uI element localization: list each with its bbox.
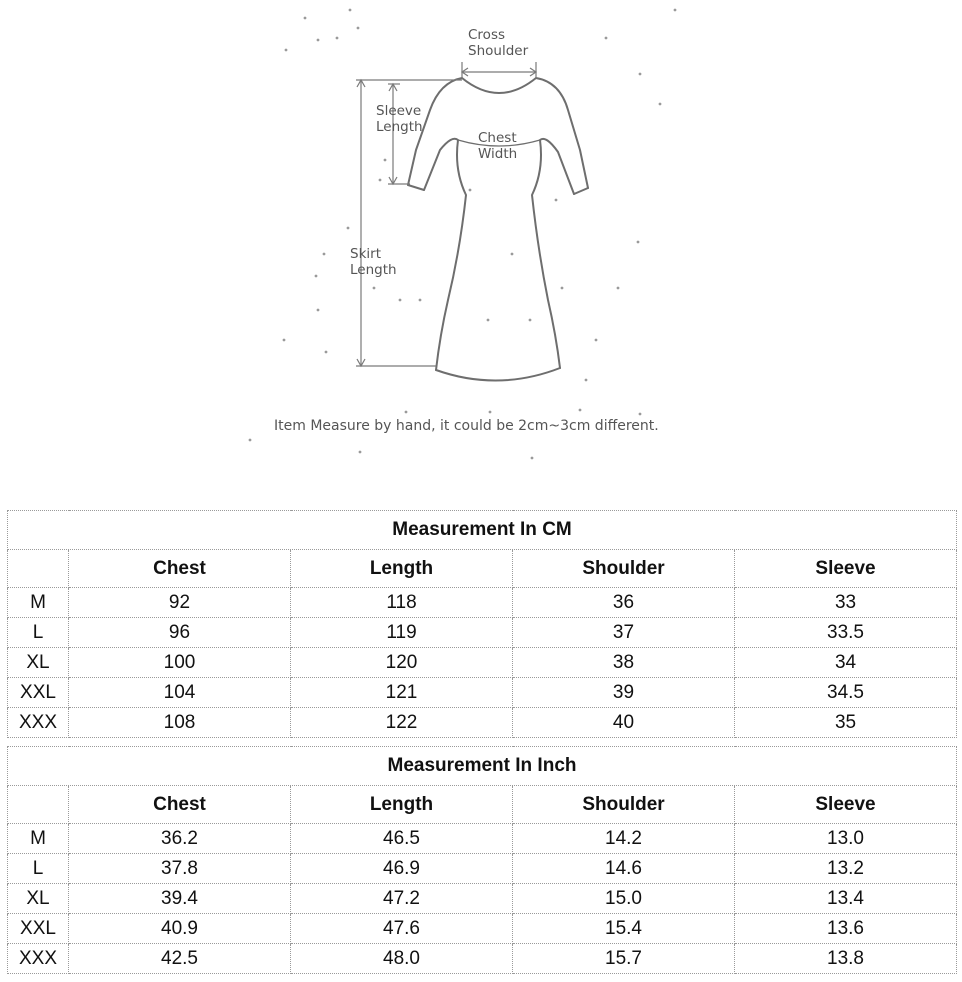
size-table-cm (7, 510, 957, 738)
table-cell: 92 (69, 588, 291, 618)
table-cell: 118 (291, 588, 513, 618)
dress-measurement-diagram (240, 0, 720, 470)
table-cell: 108 (69, 708, 291, 738)
table-cell: 38 (513, 648, 735, 678)
header-row (8, 786, 957, 824)
table-cell: 40.9 (69, 914, 291, 944)
table-cell: 46.5 (291, 824, 513, 854)
size-cell: L (8, 618, 69, 648)
size-cell: XL (8, 648, 69, 678)
table-cell: 15.7 (513, 944, 735, 974)
table-cell: 48.0 (291, 944, 513, 974)
size-cell: M (8, 824, 69, 854)
table-cell: 15.4 (513, 914, 735, 944)
table-cell: 36.2 (69, 824, 291, 854)
column-header: Chest (69, 786, 291, 824)
table-row (8, 824, 957, 854)
size-table-inch (7, 746, 957, 974)
table-cell: 33.5 (735, 618, 957, 648)
table-cell: 42.5 (69, 944, 291, 974)
measurement-disclaimer: Item Measure by hand, it could be 2cm~3cm different. (274, 418, 659, 434)
table-row (8, 588, 957, 618)
size-cell: XL (8, 884, 69, 914)
column-header: Length (291, 550, 513, 588)
size-cell: XXL (8, 914, 69, 944)
table-cell: 34.5 (735, 678, 957, 708)
column-header (8, 550, 69, 588)
table-cell: 47.6 (291, 914, 513, 944)
size-cell: L (8, 854, 69, 884)
table-title: Measurement In CM (8, 511, 957, 550)
table-cell: 37.8 (69, 854, 291, 884)
table-row (8, 648, 957, 678)
table-row (8, 884, 957, 914)
column-header: Chest (69, 550, 291, 588)
table-cell: 34 (735, 648, 957, 678)
table-title: Measurement In Inch (8, 747, 957, 786)
table-cell: 121 (291, 678, 513, 708)
size-cell: M (8, 588, 69, 618)
table-cell: 39.4 (69, 884, 291, 914)
header-row (8, 550, 957, 588)
column-header: Sleeve (735, 786, 957, 824)
table-cell: 13.6 (735, 914, 957, 944)
table-row (8, 678, 957, 708)
table-cell: 15.0 (513, 884, 735, 914)
cross-shoulder-label: Cross Shoulder (468, 27, 529, 59)
column-header: Shoulder (513, 550, 735, 588)
table-cell: 96 (69, 618, 291, 648)
table-row (8, 914, 957, 944)
size-cell: XXX (8, 944, 69, 974)
table-cell: 13.4 (735, 884, 957, 914)
dress-outline-drawing (240, 0, 720, 470)
table-cell: 120 (291, 648, 513, 678)
skirt-length-label: Skirt Length (350, 246, 397, 278)
table-cell: 119 (291, 618, 513, 648)
table-cell: 40 (513, 708, 735, 738)
chest-width-label: Chest Width (478, 130, 518, 162)
table-cell: 13.0 (735, 824, 957, 854)
table-row (8, 618, 957, 648)
table-cell: 36 (513, 588, 735, 618)
table-cell: 33 (735, 588, 957, 618)
table-cell: 37 (513, 618, 735, 648)
table-cell: 35 (735, 708, 957, 738)
column-header: Length (291, 786, 513, 824)
sleeve-length-label: Sleeve Length (376, 103, 423, 135)
table-row (8, 944, 957, 974)
column-header: Sleeve (735, 550, 957, 588)
table-cell: 46.9 (291, 854, 513, 884)
table-cell: 14.6 (513, 854, 735, 884)
table-cell: 13.2 (735, 854, 957, 884)
table-cell: 100 (69, 648, 291, 678)
column-header (8, 786, 69, 824)
table-cell: 39 (513, 678, 735, 708)
table-cell: 14.2 (513, 824, 735, 854)
table-row (8, 708, 957, 738)
table-cell: 13.8 (735, 944, 957, 974)
table-row (8, 854, 957, 884)
size-cell: XXL (8, 678, 69, 708)
table-cell: 122 (291, 708, 513, 738)
table-cell: 104 (69, 678, 291, 708)
table-cell: 47.2 (291, 884, 513, 914)
size-cell: XXX (8, 708, 69, 738)
column-header: Shoulder (513, 786, 735, 824)
